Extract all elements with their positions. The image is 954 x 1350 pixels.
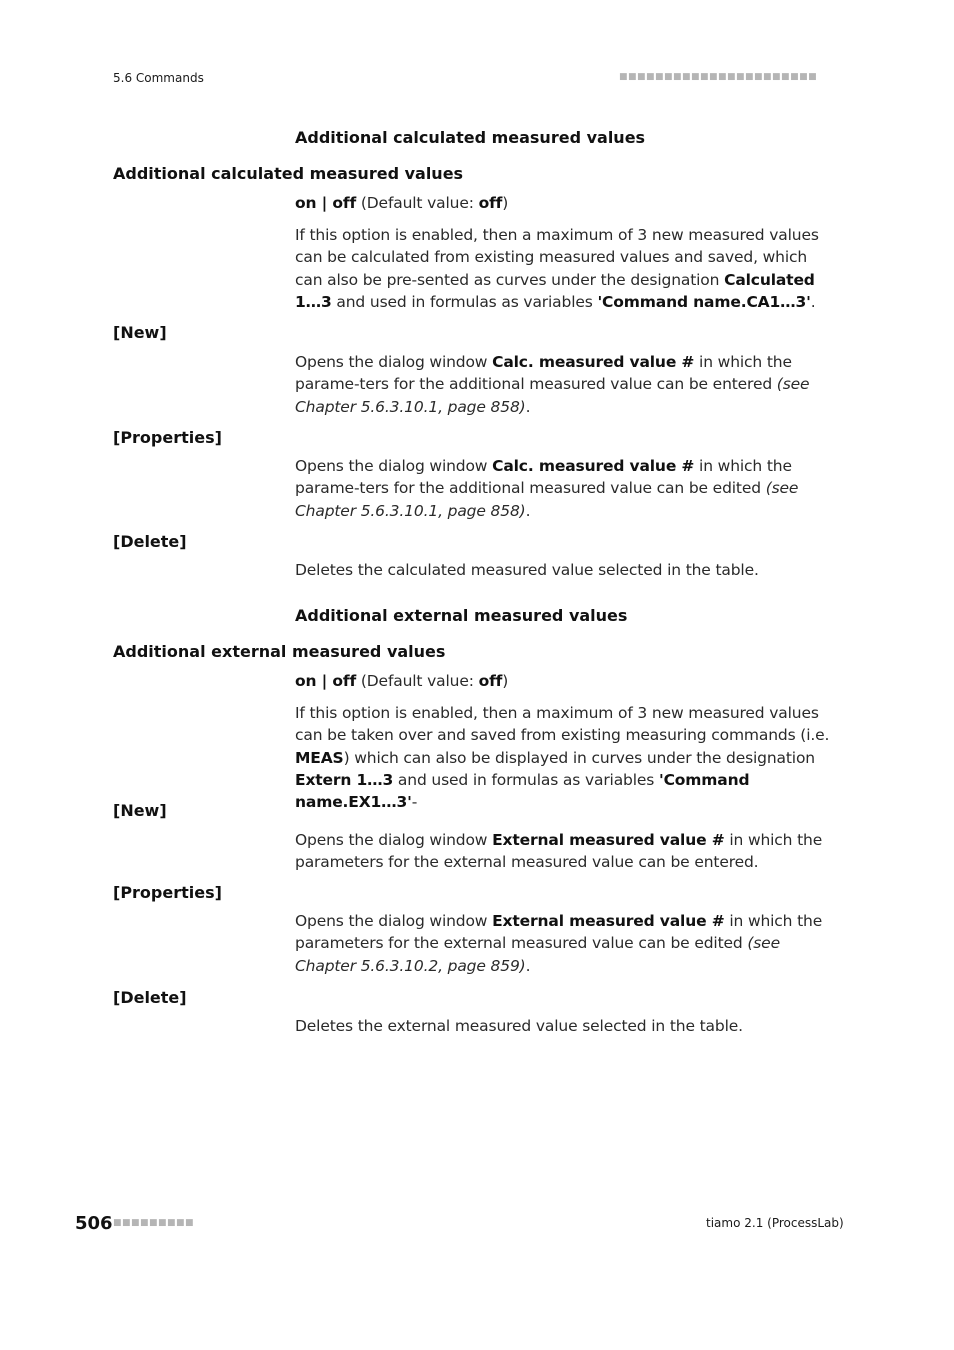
header-decoration: ■■■■■■■■■■■■■■■■■■■■■■ (619, 72, 818, 82)
desc-calculated: If this option is enabled, then a maximum of 3 new measured values can be calculated from existing measured values and saved, which can also be pre-sented as curves under the designation Calculated 1…3 and used in formulas as variables 'Command name.CA1…3'. (295, 226, 819, 311)
param-title-external: Additional external measured values (113, 642, 446, 661)
onoff-calculated: on | off (Default value: off) (295, 194, 509, 212)
ext-new-label: [New] (113, 801, 167, 820)
onoff-external: on | off (Default value: off) (295, 672, 509, 690)
calc-new-label: [New] (113, 323, 167, 342)
calc-delete-desc: Deletes the calculated measured value selected in the table. (295, 561, 759, 579)
section-title-external: Additional external measured values (295, 606, 628, 625)
ext-new-desc: Opens the dialog window External measured value # in which the parameters for the external measured value can be entered. (295, 831, 823, 872)
footer-product: tiamo 2.1 (ProcessLab) (706, 1216, 844, 1230)
calc-properties-label: [Properties] (113, 428, 222, 447)
ext-delete-desc: Deletes the external measured value selected in the table. (295, 1017, 743, 1035)
footer-decoration: ■■■■■■■■■ (113, 1218, 195, 1228)
section-title-calculated: Additional calculated measured values (295, 128, 646, 147)
desc-external: If this option is enabled, then a maximum of 3 new measured values can be taken over and saved from existing measuring commands (i.e. MEAS) which can also be displayed in curves under the designation Extern 1…3 and used in formulas as variables 'Command name.EX1…3'- (295, 704, 830, 812)
param-title-calculated: Additional calculated measured values (113, 164, 464, 183)
running-header-section: 5.6 Commands (113, 71, 204, 85)
page-number: 506 (75, 1213, 113, 1234)
calc-delete-label: [Delete] (113, 532, 187, 551)
ext-properties-desc: Opens the dialog window External measured value # in which the parameters for the external measured value can be edited (see Chapter 5.6.3.10.2, page 859). (295, 912, 823, 975)
ext-delete-label: [Delete] (113, 988, 187, 1007)
calc-new-desc: Opens the dialog window Calc. measured value # in which the parame-ters for the additional measured value can be entered (see Chapter 5.6.3.10.1, page 858). (295, 353, 810, 416)
calc-properties-desc: Opens the dialog window Calc. measured value # in which the parame-ters for the additional measured value can be edited (see Chapter 5.6.3.10.1, page 858). (295, 457, 799, 520)
ext-properties-label: [Properties] (113, 883, 222, 902)
